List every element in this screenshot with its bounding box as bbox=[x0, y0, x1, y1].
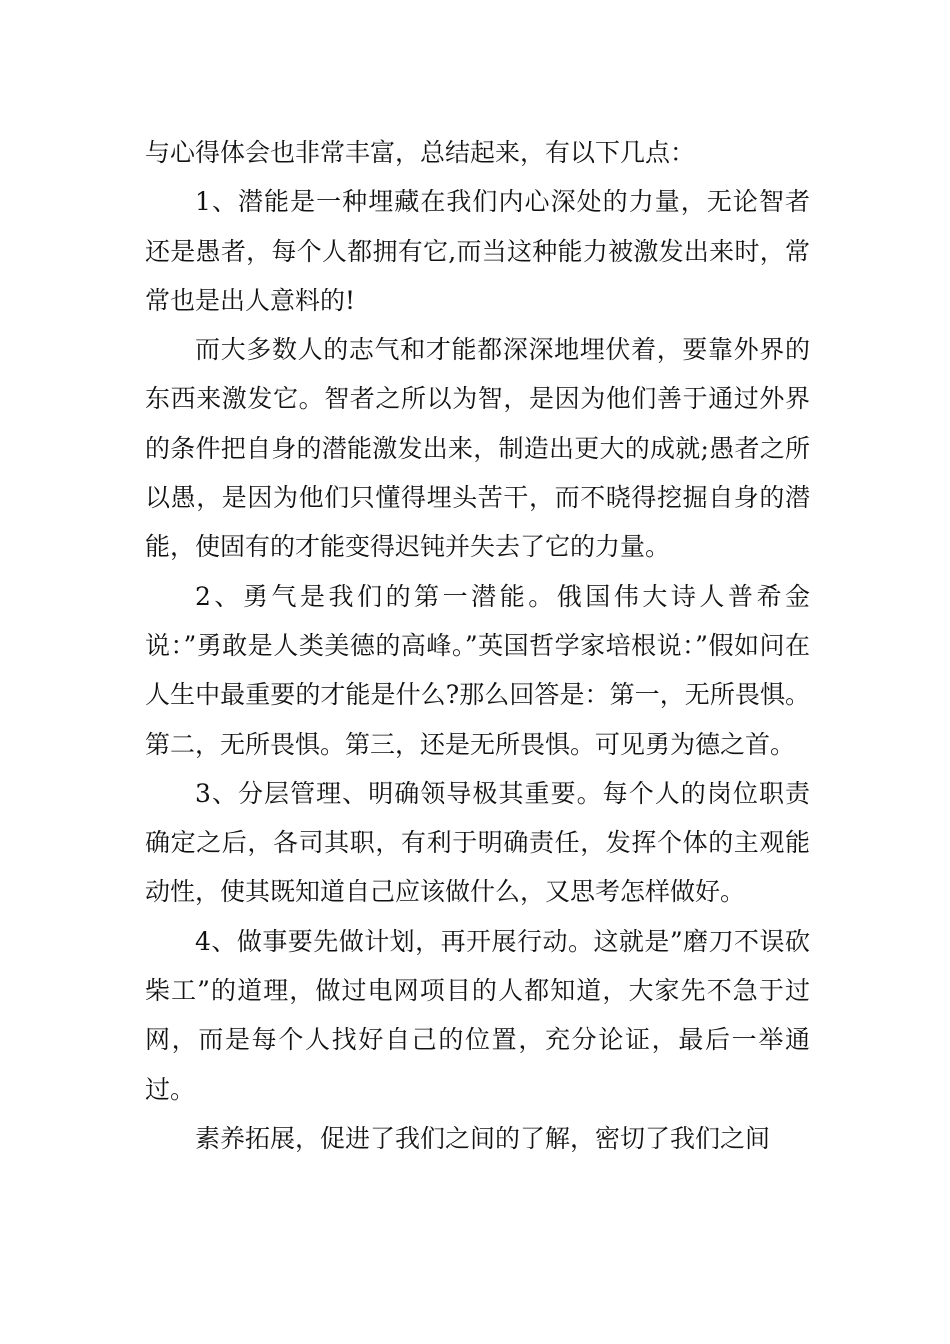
paragraph-point-4: 4、做事要先做计划，再开展行动。这就是”磨刀不误砍柴工”的道理，做过电网项目的人都知道，大家先不急于过网，而是每个人找好自己的位置，充分论证，最后一举通过。 bbox=[145, 926, 810, 1104]
paragraph-point-1-detail: 而大多数人的志气和才能都深深地埋伏着，要靠外界的东西来激发它。智者之所以为智，是因为他们善于通过外界的条件把自身的潜能激发出来，制造出更大的成就;愚者之所以愚，是因为他们只懂得埋头苦干，而不晓得挖掘自身的潜能，使固有的才能变得迟钝并失去了它的力量。 bbox=[145, 335, 810, 562]
document-body bbox=[145, 128, 810, 1163]
paragraph-closing: 素养拓展，促进了我们之间的了解，密切了我们之间 bbox=[195, 1123, 771, 1153]
paragraph-point-1: 1、潜能是一种埋藏在我们内心深处的力量，无论智者还是愚者，每个人都拥有它,而当这种能力被激发出来时，常常也是出人意料的! bbox=[145, 187, 810, 315]
paragraph-continuation: 与心得体会也非常丰富，总结起来，有以下几点： bbox=[145, 138, 696, 167]
paragraph-point-2: 2、勇气是我们的第一潜能。俄国伟大诗人普希金说：”勇敢是人类美德的高峰。”英国哲学家培根说：”假如问在人生中最重要的才能是什么?那么回答是：第一，无所畏惧。第二，无所畏惧。第三，还是无所畏惧。可见勇为德之首。 bbox=[145, 581, 810, 759]
paragraph-point-3: 3、分层管理、明确领导极其重要。每个人的岗位职责确定之后，各司其职，有利于明确责任，发挥个体的主观能动性，使其既知道自己应该做什么，又思考怎样做好。 bbox=[145, 778, 810, 907]
